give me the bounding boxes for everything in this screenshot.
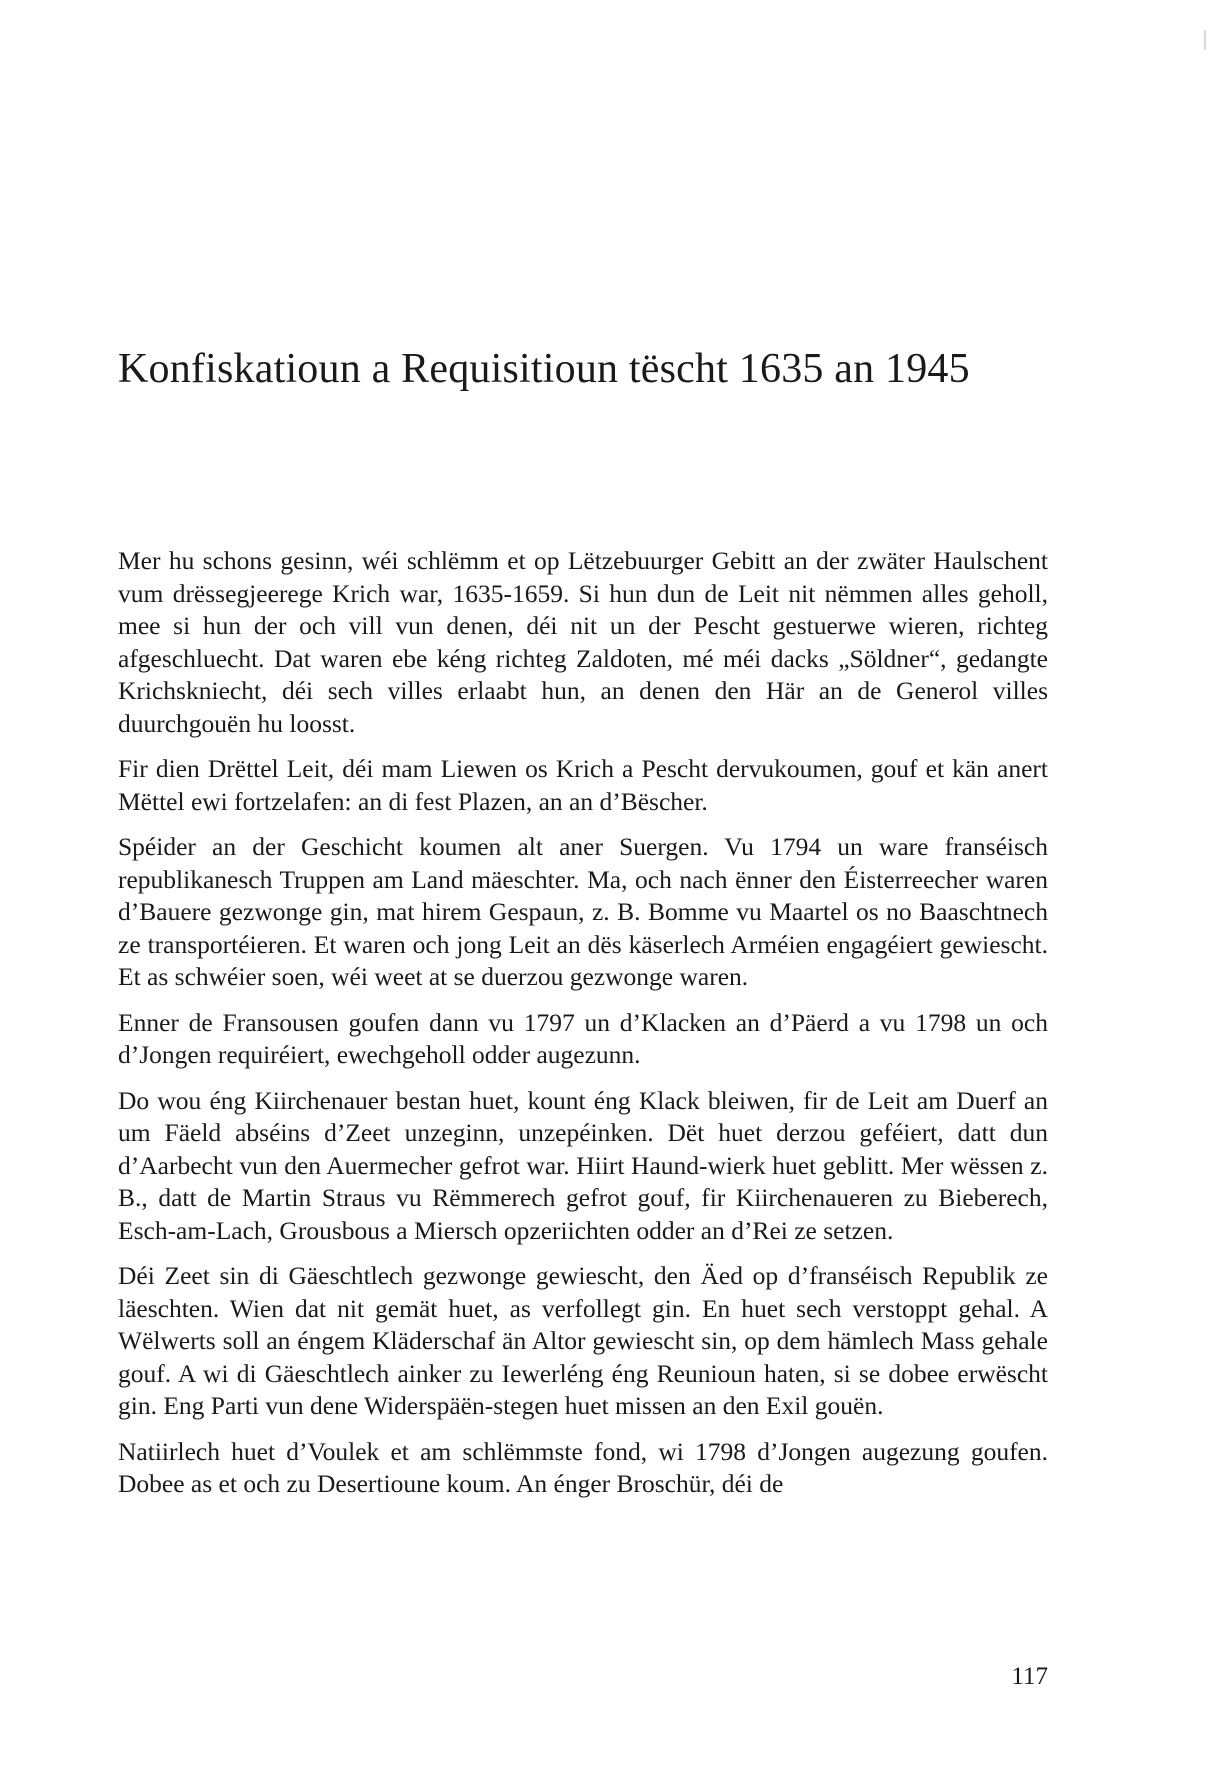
scan-edge-mark — [1204, 30, 1206, 50]
paragraph: Do wou éng Kiirchenauer bestan huet, kount éng Klack bleiwen, fir de Leit am Duerf an um Fäeld abséins d’Zeet unzeginn, unzepéinken. Dët huet derzou geféiert, datt dun d’Aarbecht vun den Auermecher gefrot war. Hiirt Haund-wierk huet geblitt. Mer wëssen z. B., datt de Martin Straus vu Rëmmerech gefrot gouf, fir Kiirchenaueren zu Bieberech, Esch-am-Lach, Grousbous a Miersch opzeriichten odder an d’Rei ze setzen. — [118, 1085, 1048, 1245]
paragraph: Déi Zeet sin di Gäeschtlech gezwonge gewiescht, den Äed op d’franséisch Republik ze läeschten. Wien dat nit gemät huet, as verfollegt gin. En huet sech verstoppt gehal. A Wëlwerts soll an éngem Kläderschaf än Altor gewiescht sin, op dem hämlech Mass gehale gouf. A wi di Gäeschtlech ainker zu Iewerléng éng Reunioun haten, si se dobee erwëscht gin. Eng Parti vun dene Widerspäën-stegen huet missen an den Exil gouën. — [118, 1261, 1048, 1420]
paragraph: Spéider an der Geschicht koumen alt aner Suergen. Vu 1794 un ware franséisch republikanesch Truppen am Land mäeschter. Ma, och nach ënner den Éisterreecher waren d’Bauere gezwonge gin, mat hirem Gespaun, z. B. Bomme vu Maartel os no Baaschtnech ze transportéieren. Et waren och jong Leit an dës käserlech Arméien engagéiert gewiescht. Et as schwéier soen, wéi weet at se duerzou gezwonge waren. — [118, 832, 1048, 991]
paragraph: Mer hu schons gesinn, wéi schlëmm et op Lëtzebuurger Gebitt an der zwäter Haulschent vum drëssegjeerege Krich war, 1635-1659. Si hun dun de Leit nit nëmmen alles geholl, mee si hun der och vill vun denen, déi nit un der Pescht gestuerwe wieren, richteg afgeschluecht. Dat waren ebe kéng richteg Zaldoten, mé méi dacks „Söldner“, gedangte Krichskniecht, déi sech villes erlaabt hun, an denen den Här an de Generol villes duurchgouën hu loosst. — [118, 546, 1048, 738]
body-text — [118, 545, 1048, 1514]
page-title: Konfiskatioun a Requisitioun tëscht 1635 an 1945 — [118, 346, 970, 392]
page-number: 117 — [1011, 1663, 1048, 1690]
paragraph: Natiirlech huet d’Voulek et am schlëmmste fond, wi 1798 d’Jongen augezung goufen. Dobee as et och zu Desertioune koum. An énger Broschür, déi de — [118, 1436, 1048, 1498]
paragraph: Enner de Fransousen goufen dann vu 1797 un d’Klacken an d’Päerd a vu 1798 un och d’Jongen requiréiert, ewechgeholl odder augezunn. — [118, 1007, 1048, 1069]
paragraph: Fir dien Drëttel Leit, déi mam Liewen os Krich a Pescht dervukoumen, gouf et kän anert Mëttel ewi fortzelafen: an di fest Plazen, an an d’Bëscher. — [118, 754, 1048, 816]
